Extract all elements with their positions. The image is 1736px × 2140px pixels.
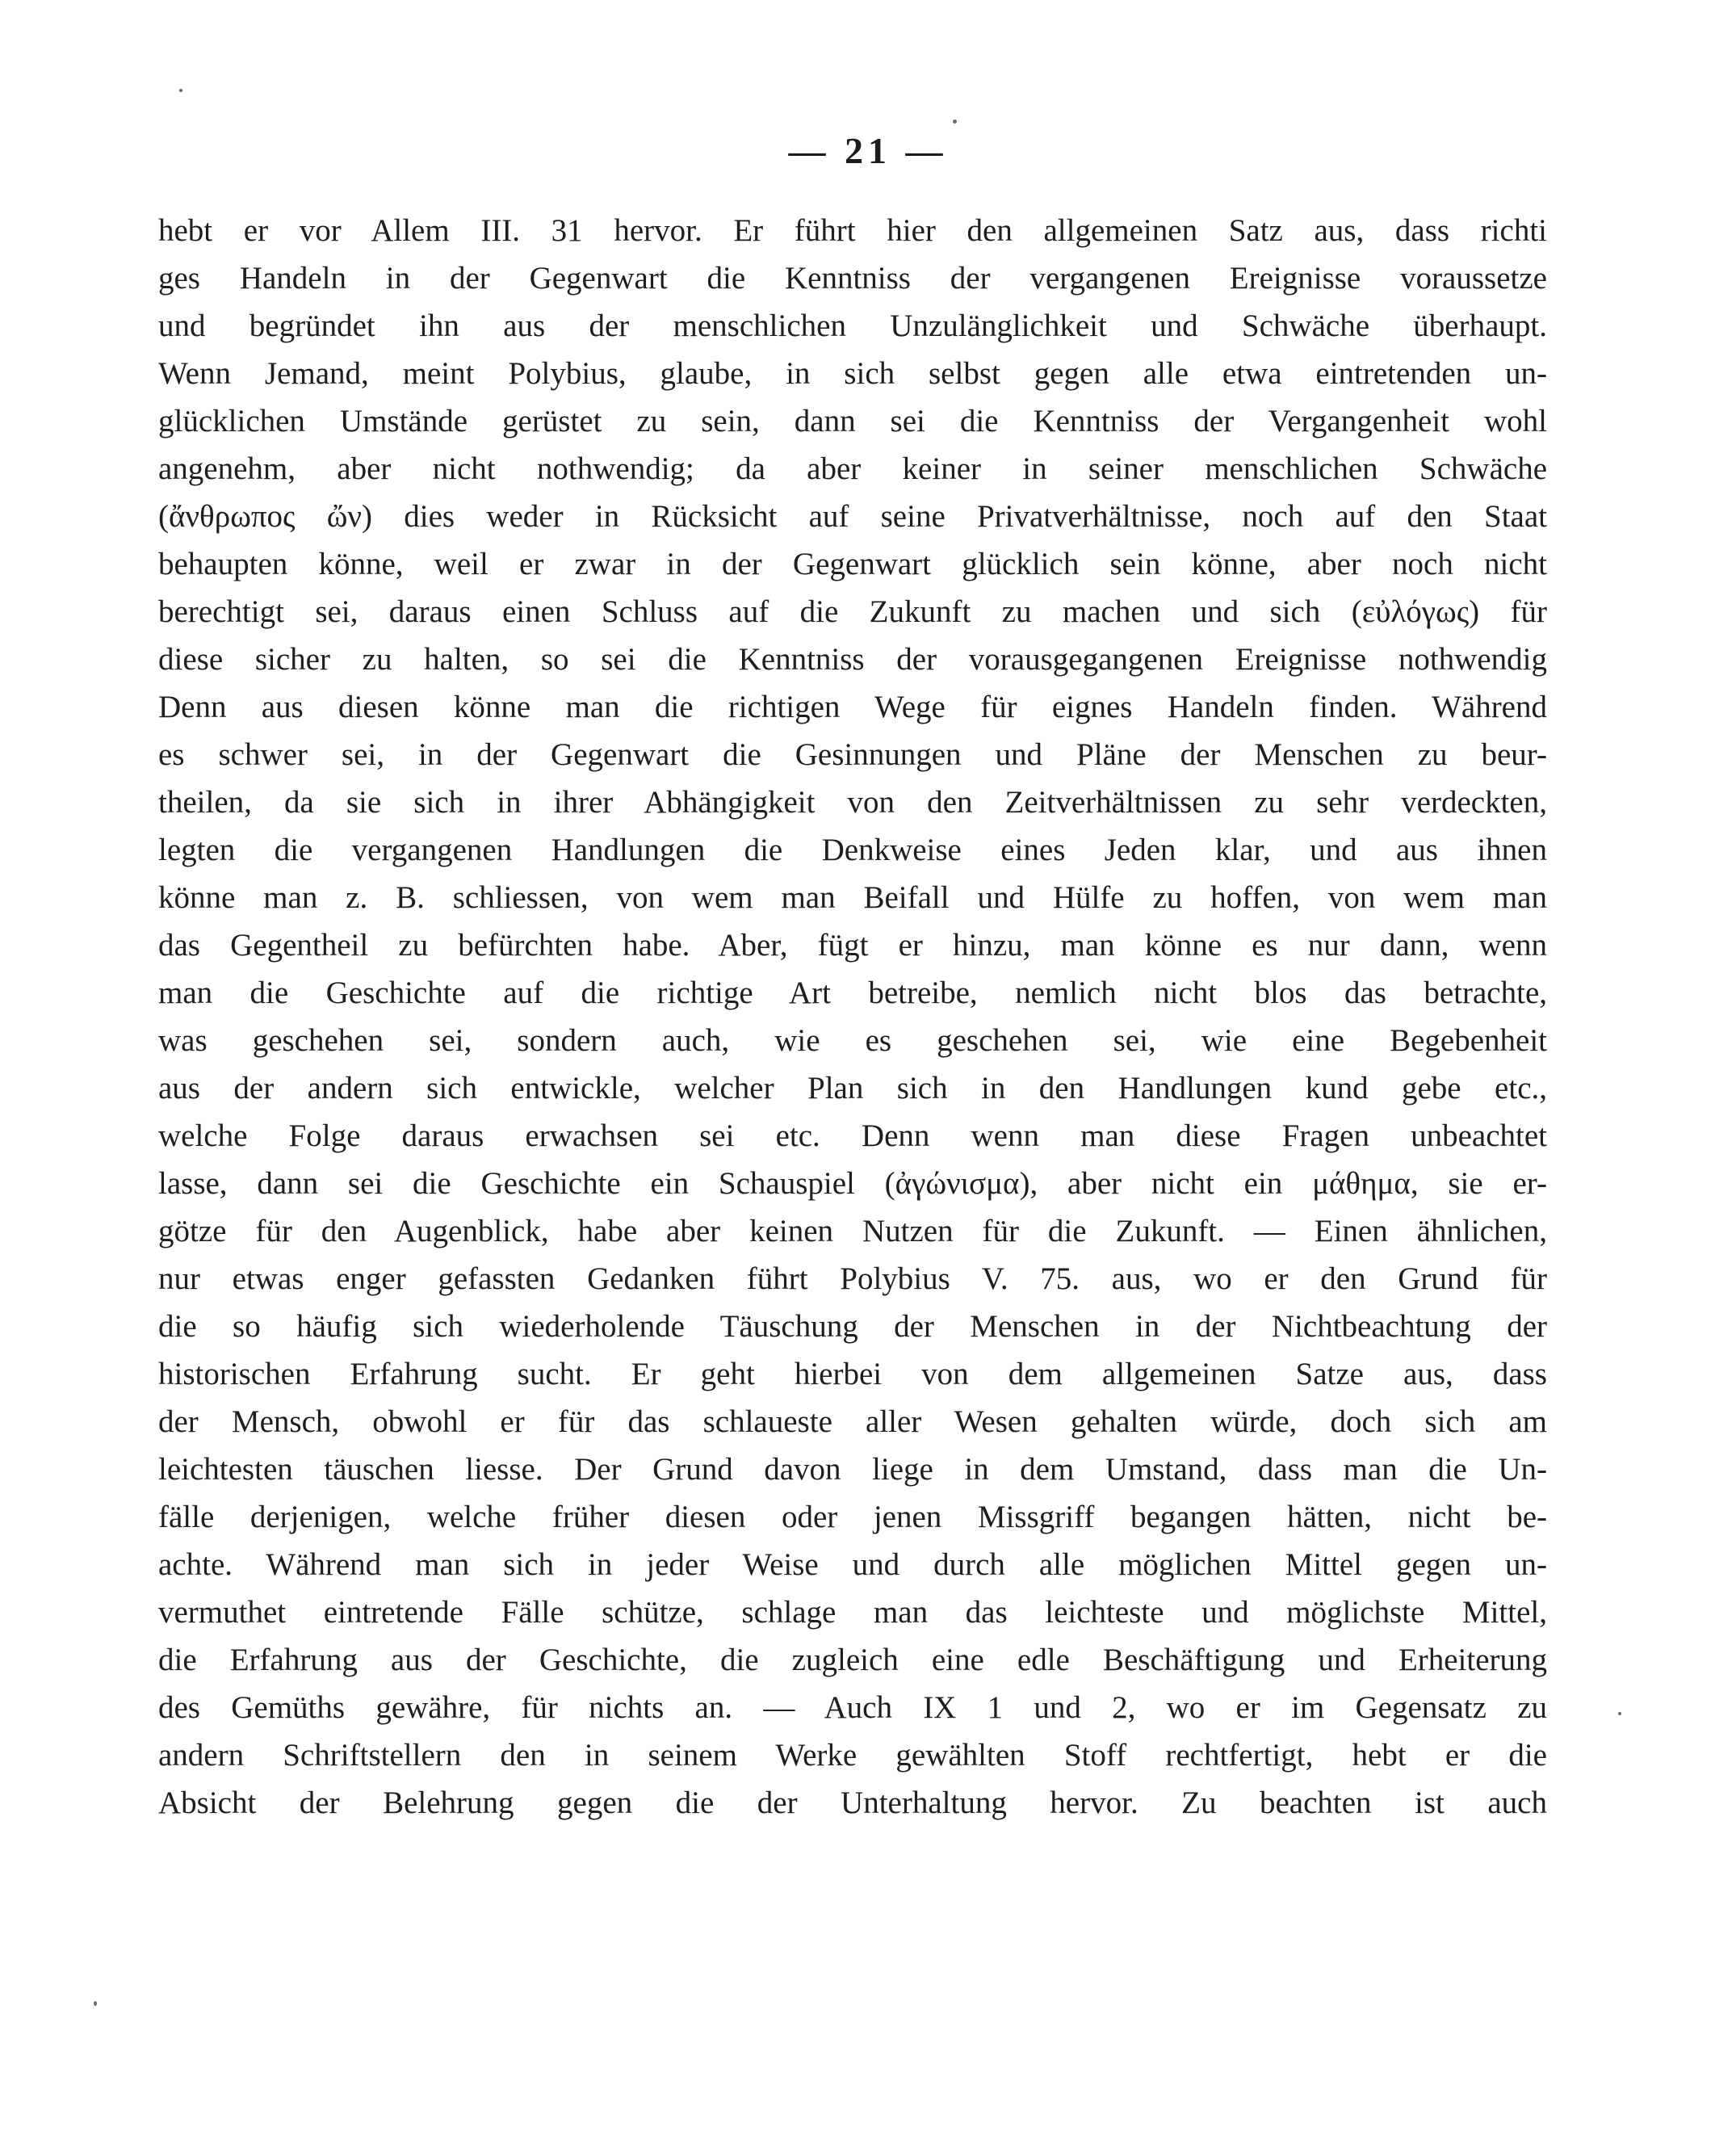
text-line: hebt er vor Allem III. 31 hervor. Er führt hier den allgemeinen Satz aus, dass richti: [158, 213, 1547, 248]
ink-speck: [953, 120, 957, 124]
text-line: ges Handeln in der Gegenwart die Kenntniss der vergangenen Ereignisse voraussetze: [158, 261, 1547, 296]
text-line: andern Schriftstellern den in seinem Werke gewählten Stoff rechtfertigt, hebt er die: [158, 1738, 1547, 1773]
text-line: leichtesten täuschen liesse. Der Grund davon liege in dem Umstand, dass man die Un-: [158, 1452, 1547, 1487]
text-line: das Gegentheil zu befürchten habe. Aber, fügt er hinzu, man könne es nur dann, wenn: [158, 928, 1547, 963]
text-line: und begründet ihn aus der menschlichen Unzulänglichkeit und Schwäche überhaupt.: [158, 308, 1547, 343]
ink-speck: [94, 2001, 97, 2006]
text-line: lasse, dann sei die Geschichte ein Schauspiel (ἀγώνισμα), aber nicht ein μάθημα, sie er-: [158, 1166, 1547, 1201]
text-line: berechtigt sei, daraus einen Schluss auf die Zukunft zu machen und sich (εὐλόγως) für: [158, 594, 1547, 629]
text-line: theilen, da sie sich in ihrer Abhängigkeit von den Zeitverhältnissen zu sehr verdeckten,: [158, 785, 1547, 820]
text-line: vermuthet eintretende Fälle schütze, schlage man das leichteste und möglichste Mittel,: [158, 1595, 1547, 1630]
text-line: könne man z. B. schliessen, von wem man Beifall und Hülfe zu hoffen, von wem man: [158, 880, 1547, 915]
text-line: es schwer sei, in der Gegenwart die Gesinnungen und Pläne der Menschen zu beur-: [158, 737, 1547, 772]
text-line: des Gemüths gewähre, für nichts an. — Auch IX 1 und 2, wo er im Gegensatz zu: [158, 1690, 1547, 1725]
text-line: Denn aus diesen könne man die richtigen Wege für eignes Handeln finden. Während: [158, 690, 1547, 724]
body-text: [158, 207, 1547, 1827]
text-line: nur etwas enger gefassten Gedanken führt Polybius V. 75. aus, wo er den Grund für: [158, 1261, 1547, 1296]
text-line: götze für den Augenblick, habe aber keinen Nutzen für die Zukunft. — Einen ähnlichen,: [158, 1214, 1547, 1248]
text-line: man die Geschichte auf die richtige Art betreibe, nemlich nicht blos das betrachte,: [158, 976, 1547, 1010]
text-line: (ἄνθρωπος ὤν) dies weder in Rücksicht auf seine Privatverhältnisse, noch auf den Staat: [158, 499, 1547, 534]
text-line: die so häufig sich wiederholende Täuschung der Menschen in der Nichtbeachtung der: [158, 1309, 1547, 1344]
ink-speck: [1618, 1712, 1621, 1715]
text-line: was geschehen sei, sondern auch, wie es geschehen sei, wie eine Begebenheit: [158, 1023, 1547, 1058]
text-line: diese sicher zu halten, so sei die Kenntniss der vorausgegangenen Ereignisse nothwendig: [158, 642, 1547, 677]
text-line: behaupten könne, weil er zwar in der Gegenwart glücklich sein könne, aber noch nicht: [158, 547, 1547, 581]
text-line: Absicht der Belehrung gegen die der Unterhaltung hervor. Zu beachten ist auch: [158, 1785, 1547, 1820]
text-line: aus der andern sich entwickle, welcher Plan sich in den Handlungen kund gebe etc.,: [158, 1071, 1547, 1106]
text-line: glücklichen Umstände gerüstet zu sein, dann sei die Kenntniss der Vergangenheit wohl: [158, 404, 1547, 438]
text-line: die Erfahrung aus der Geschichte, die zugleich eine edle Beschäftigung und Erheiterung: [158, 1643, 1547, 1677]
text-line: der Mensch, obwohl er für das schlaueste aller Wesen gehalten würde, doch sich am: [158, 1404, 1547, 1439]
text-line: welche Folge daraus erwachsen sei etc. Denn wenn man diese Fragen unbeachtet: [158, 1118, 1547, 1153]
text-line: Wenn Jemand, meint Polybius, glaube, in sich selbst gegen alle etwa eintretenden un-: [158, 356, 1547, 391]
text-line: achte. Während man sich in jeder Weise und durch alle möglichen Mittel gegen un-: [158, 1547, 1547, 1582]
text-line: historischen Erfahrung sucht. Er geht hierbei von dem allgemeinen Satze aus, dass: [158, 1357, 1547, 1391]
text-line: fälle derjenigen, welche früher diesen oder jenen Missgriff begangen hätten, nicht be-: [158, 1500, 1547, 1534]
ink-speck: [179, 89, 182, 92]
text-line: angenehm, aber nicht nothwendig; da aber keiner in seiner menschlichen Schwäche: [158, 451, 1547, 486]
text-line: legten die vergangenen Handlungen die Denkweise eines Jeden klar, und aus ihnen: [158, 833, 1547, 867]
page-number: — 21 —: [788, 130, 948, 171]
